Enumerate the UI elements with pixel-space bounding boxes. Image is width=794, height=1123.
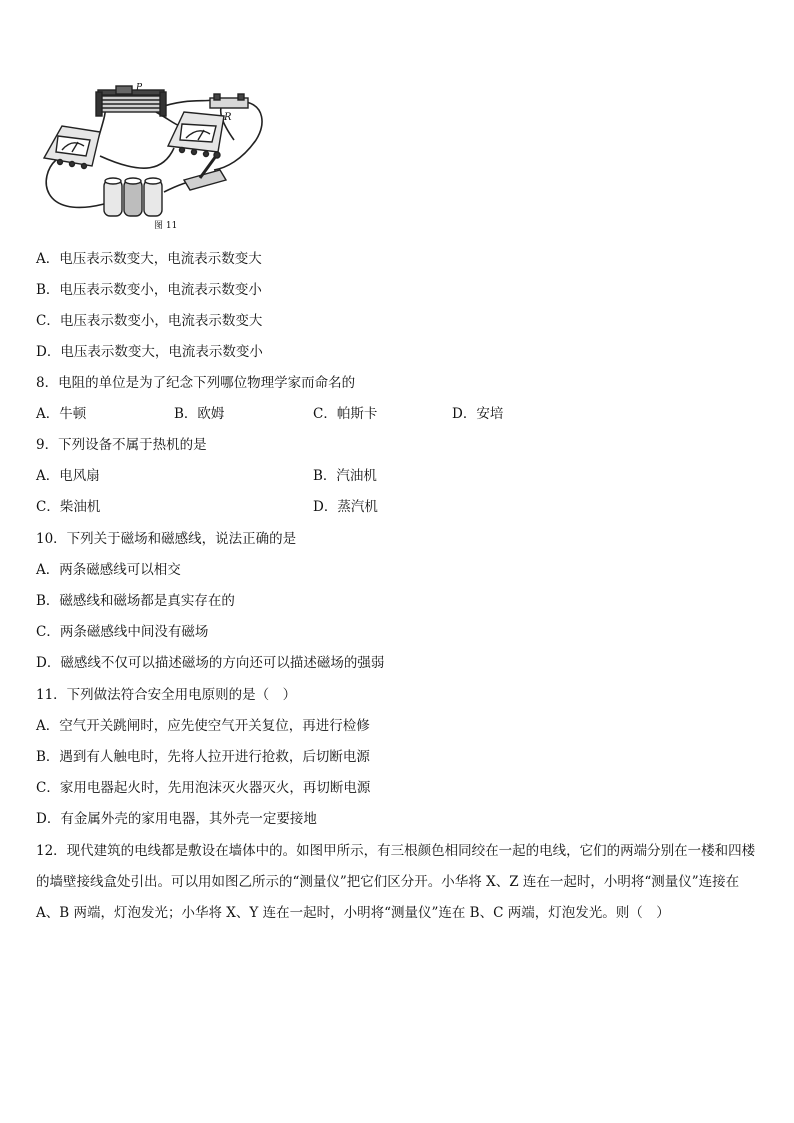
- q11-option-d[interactable]: D．有金属外壳的家用电器，其外壳一定要接地: [36, 811, 317, 827]
- q8-option-b[interactable]: B．欧姆: [174, 406, 225, 422]
- q7-option-d[interactable]: D．电压表示数变大，电流表示数变小: [36, 344, 263, 360]
- q11-stem: 11．下列做法符合安全用电原则的是（ ）: [36, 687, 297, 703]
- rheostat: [96, 86, 166, 116]
- knife-switch: [184, 152, 226, 190]
- q9-option-b[interactable]: B．汽油机: [313, 468, 377, 484]
- q12-stem: 12．现代建筑的电线都是敷设在墙体中的。如图甲所示，有三根颜色相同绞在一起的电线，它们的两端分别在一楼和四楼的墙壁接线盒处引出。可以用如图乙所示的“测量仪”把它们区分开。小华将 X、Z 连在一起时，小明将“测量仪”连接在 A、B 两端，灯泡发光；小华将 X、Y 连在一起时，小明将“测量仪”连在 B、C 两端，灯泡发光。则（ ）: [36, 843, 756, 921]
- q11-option-c[interactable]: C．家用电器起火时，先用泡沫灭火器灭火，再切断电源: [36, 780, 371, 796]
- ammeter: [44, 126, 100, 169]
- q10-option-d[interactable]: D．磁感线不仅可以描述磁场的方向还可以描述磁场的强弱: [36, 655, 385, 671]
- q10-option-c[interactable]: C．两条磁感线中间没有磁场: [36, 624, 209, 640]
- wire-ammeter-battery: [46, 160, 104, 207]
- q11-option-a[interactable]: A．空气开关跳闸时，应先使空气开关复位，再进行检修: [36, 718, 370, 734]
- q7-option-c[interactable]: C．电压表示数变小，电流表示数变大: [36, 313, 263, 329]
- q8-option-a[interactable]: A．牛顿: [36, 406, 87, 422]
- label-r: R: [224, 112, 232, 123]
- voltmeter: [168, 112, 224, 157]
- q7-option-b[interactable]: B．电压表示数变小，电流表示数变小: [36, 282, 262, 298]
- q8-option-d[interactable]: D．安培: [452, 406, 504, 422]
- q9-stem: 9．下列设备不属于热机的是: [36, 437, 207, 453]
- figure-caption: 图 11: [154, 221, 178, 231]
- q8-stem: 8．电阻的单位是为了纪念下列哪位物理学家而命名的: [36, 375, 356, 391]
- q9-option-a[interactable]: A．电风扇: [36, 468, 100, 484]
- circuit-figure: [34, 80, 274, 232]
- circuit-diagram: [34, 80, 274, 232]
- q10-option-b[interactable]: B．磁感线和磁场都是真实存在的: [36, 593, 235, 609]
- q9-option-c[interactable]: C．柴油机: [36, 499, 101, 515]
- q10-stem: 10．下列关于磁场和磁感线，说法正确的是: [36, 531, 297, 547]
- battery-pack: [104, 178, 162, 216]
- label-p: P: [136, 83, 143, 93]
- resistor: [210, 94, 248, 108]
- wire-ammeter-voltmeter: [100, 148, 174, 168]
- q11-option-b[interactable]: B．遇到有人触电时，先将人拉开进行抢救，后切断电源: [36, 749, 370, 765]
- q7-option-a[interactable]: A．电压表示数变大，电流表示数变大: [36, 251, 262, 267]
- q8-option-c[interactable]: C．帕斯卡: [313, 406, 378, 422]
- q10-option-a[interactable]: A．两条磁感线可以相交: [36, 562, 181, 578]
- q9-option-d[interactable]: D．蒸汽机: [313, 499, 378, 515]
